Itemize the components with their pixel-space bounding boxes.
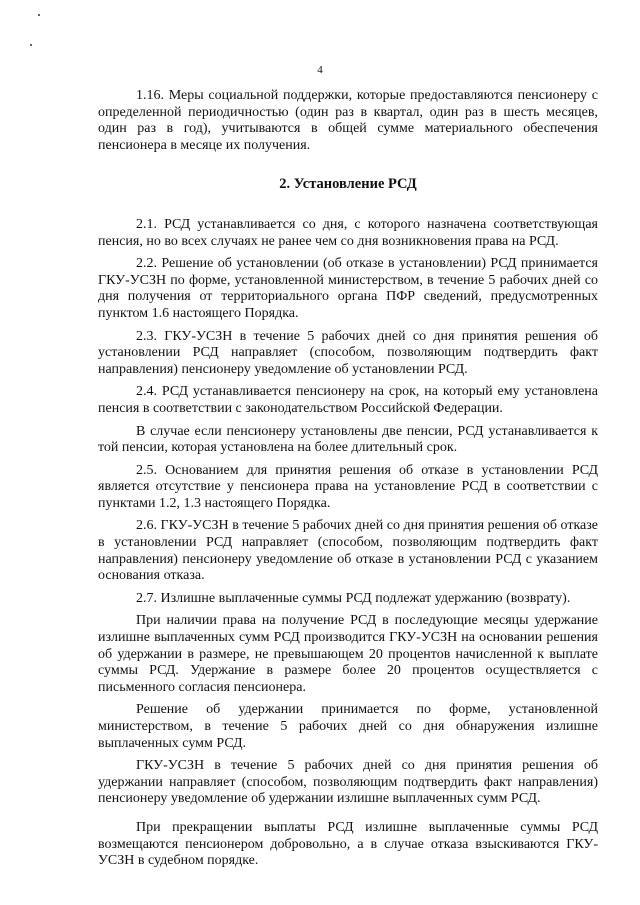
paragraph-two-pensions: В случае если пенсионеру установлены две пенсии, РСД устанавливается к той пенсии, которая установлена на более длительный срок. <box>98 423 598 456</box>
paragraph-2-1: 2.1. РСД устанавливается со дня, с которого назначена соответствующая пенсия, но во всех случаях не ранее чем со дня возникновения права на РСД. <box>98 216 598 249</box>
paragraph-1-16: 1.16. Меры социальной поддержки, которые предоставляются пенсионеру с определенной периодичностью (один раз в квартал, один раз в шесть месяцев, один раз в год), учитываются в общей сумме материального обеспечения пенсионера в месяце их получения. <box>98 88 598 153</box>
paragraph-withholding-decision: Решение об удержании принимается по форме, установленной министерством, в течение 5 рабочих дней со дня обнаружения излишне выплаченных сумм РСД. <box>98 702 598 751</box>
paragraph-2-4: 2.4. РСД устанавливается пенсионеру на срок, на который ему установлена пенсия в соответствии с законодательством Российской Федерации. <box>98 384 598 416</box>
paragraph-2-7: 2.7. Излишне выплаченные суммы РСД подлежат удержанию (возврату). <box>136 590 571 606</box>
page-number: 4 <box>317 64 323 76</box>
paragraph-2-5: 2.5. Основанием для принятия решения об отказе в установлении РСД является отсутствие у пенсионера права на установление РСД в соответствии с пунктами 1.2, 1.3 настоящего Порядка. <box>98 462 598 511</box>
document-body <box>98 88 598 870</box>
paragraph-2-3: 2.3. ГКУ-УСЗН в течение 5 рабочих дней со дня принятия решения об установлении РСД направляет (способом, позволяющим подтвердить факт направления) пенсионеру уведомление об установлении РСД. <box>98 328 598 377</box>
scan-speck <box>38 14 40 16</box>
paragraph-withholding: При наличии права на получение РСД в последующие месяцы удержание излишне выплаченных сумм РСД производится ГКУ-УСЗН на основании решения об удержании в размере, не превышающем 20 процентов начисленной к выплате суммы РСД. Удержание в размере более 20 процентов осуществляется с письменного согласия пенсионера. <box>98 613 598 695</box>
scan-speck <box>30 44 32 46</box>
paragraph-2-2: 2.2. Решение об установлении (об отказе в установлении) РСД принимается ГКУ-УСЗН по форме, установленной министерством, в течение 5 рабочих дней со дня получения от территориального органа ПФР сведений, предусмотренных пунктом 1.6 настоящего Порядка. <box>98 256 598 321</box>
section-heading: 2. Установление РСД <box>279 176 417 193</box>
paragraph-withholding-notice: ГКУ-УСЗН в течение 5 рабочих дней со дня принятия решения об удержании направляет (способом, позволяющим подтвердить факт направления) пенсионеру уведомление об удержании излишне выплаченных сумм РСД. <box>98 758 598 807</box>
paragraph-2-6: 2.6. ГКУ-УСЗН в течение 5 рабочих дней со дня принятия решения об отказе в установлении РСД направляет (способом, позволяющим подтвердить факт направления) пенсионеру уведомление об отказе в установлении РСД с указанием основания отказа. <box>98 518 598 584</box>
paragraph-termination: При прекращении выплаты РСД излишне выплаченные суммы РСД возмещаются пенсионером добровольно, а в случае отказа взыскиваются ГКУ-УСЗН в судебном порядке. <box>98 819 598 869</box>
